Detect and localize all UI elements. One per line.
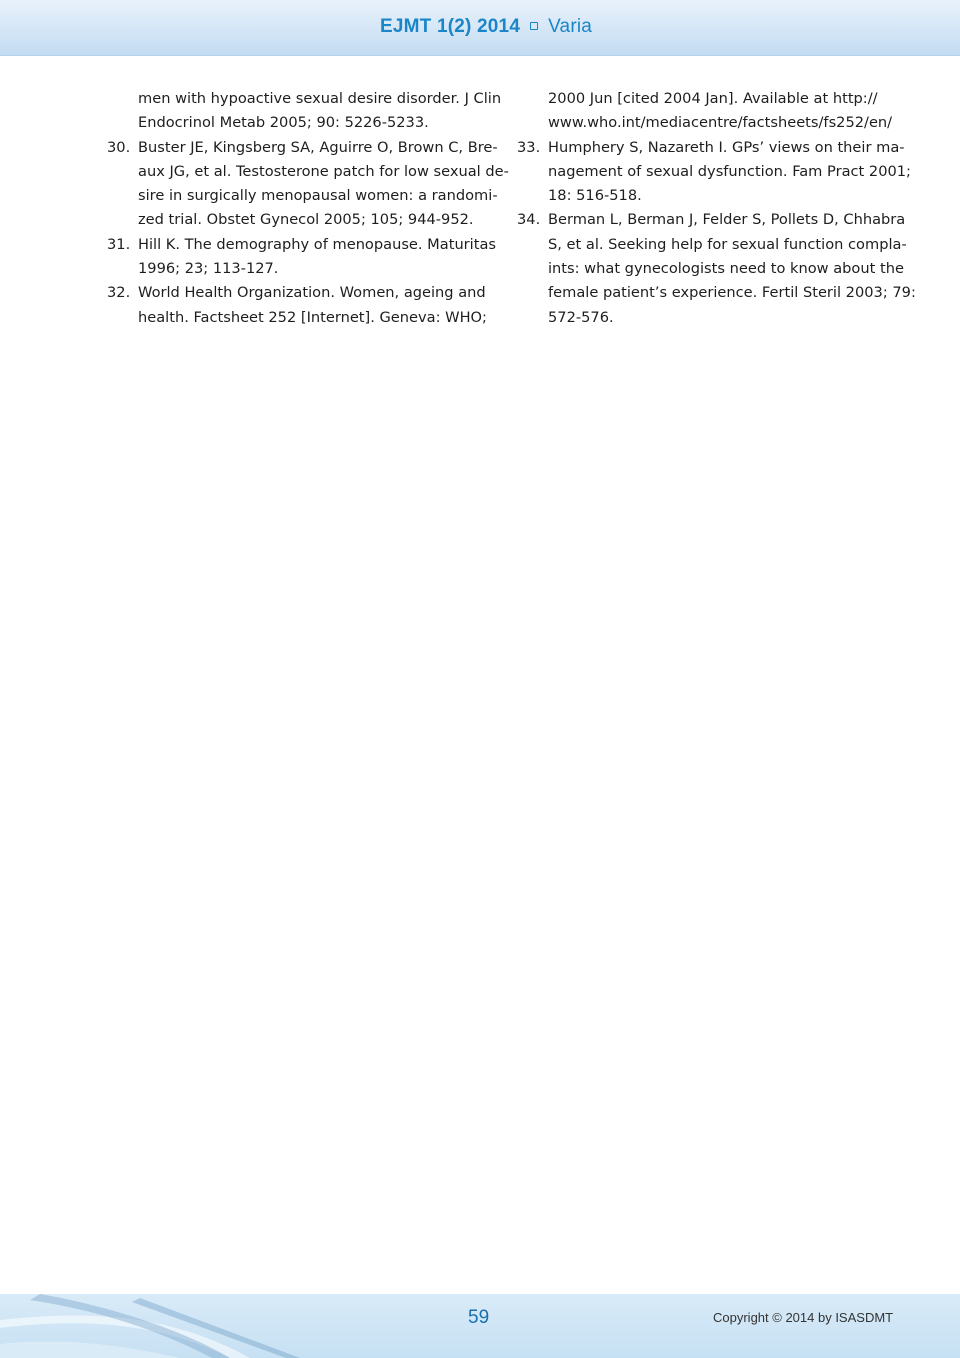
text-line: ints: what gynecologists need to know about the	[548, 260, 904, 278]
reference-number: 30.	[107, 138, 131, 156]
reference-number: 32.	[107, 284, 131, 302]
text-line: Endocrinol Metab 2005; 90: 5226-5233.	[138, 114, 429, 132]
right-column	[517, 87, 916, 330]
text-line: female patient’s experience. Fertil Steril 2003; 79:	[548, 284, 916, 302]
reference-number: 33.	[517, 138, 541, 156]
text-line: sire in surgically menopausal women: a randomi-	[138, 187, 498, 205]
left-column	[107, 87, 509, 330]
text-line: 1996; 23; 113-127.	[138, 260, 279, 278]
reference-continuation	[517, 87, 893, 136]
section-name: Varia	[548, 16, 593, 37]
reference-item	[107, 136, 509, 233]
reference-number: 31.	[107, 235, 131, 253]
text-line: S, et al. Seeking help for sexual function compla-	[548, 235, 907, 253]
text-line: zed trial. Obstet Gynecol 2005; 105; 944-952.	[138, 211, 474, 229]
page-header	[0, 0, 960, 56]
reference-item	[517, 208, 916, 329]
text-line: World Health Organization. Women, ageing and	[138, 284, 486, 302]
text-line: 572-576.	[548, 308, 614, 326]
reference-item	[517, 136, 911, 209]
reference-url[interactable]: www.who.int/mediacentre/factsheets/fs252/en/	[548, 114, 893, 132]
reference-continuation	[107, 87, 502, 136]
text-line: health. Factsheet 252 [Internet]. Geneva: WHO;	[138, 308, 487, 326]
text-line: men with hypoactive sexual desire disorder. J Clin	[138, 90, 502, 107]
page-number: 59	[468, 1307, 490, 1328]
reference-number: 34.	[517, 211, 541, 229]
running-head	[380, 16, 592, 42]
text-line: nagement of sexual dysfunction. Fam Pract 2001;	[548, 162, 911, 180]
square-bullet-icon	[530, 22, 538, 30]
reference-item	[107, 281, 487, 330]
page-footer	[0, 1294, 960, 1358]
journal-title: EJMT 1(2) 2014	[380, 16, 521, 37]
text-line: Buster JE, Kingsberg SA, Aguirre O, Brown C, Bre-	[138, 138, 498, 156]
text-line: Humphery S, Nazareth I. GPs’ views on their ma-	[548, 138, 905, 156]
text-line: Hill K. The demography of menopause. Maturitas	[138, 235, 497, 253]
copyright-notice: Copyright © 2014 by ISASDMT	[713, 1310, 894, 1325]
reference-item	[107, 233, 497, 282]
text-line: aux JG, et al. Testosterone patch for low sexual de-	[138, 162, 509, 180]
text-line: 18: 516-518.	[548, 187, 642, 205]
text-line: 2000 Jun [cited 2004 Jan]. Available at http://	[548, 90, 878, 107]
text-line: Berman L, Berman J, Felder S, Pollets D, Chhabra	[548, 211, 906, 229]
